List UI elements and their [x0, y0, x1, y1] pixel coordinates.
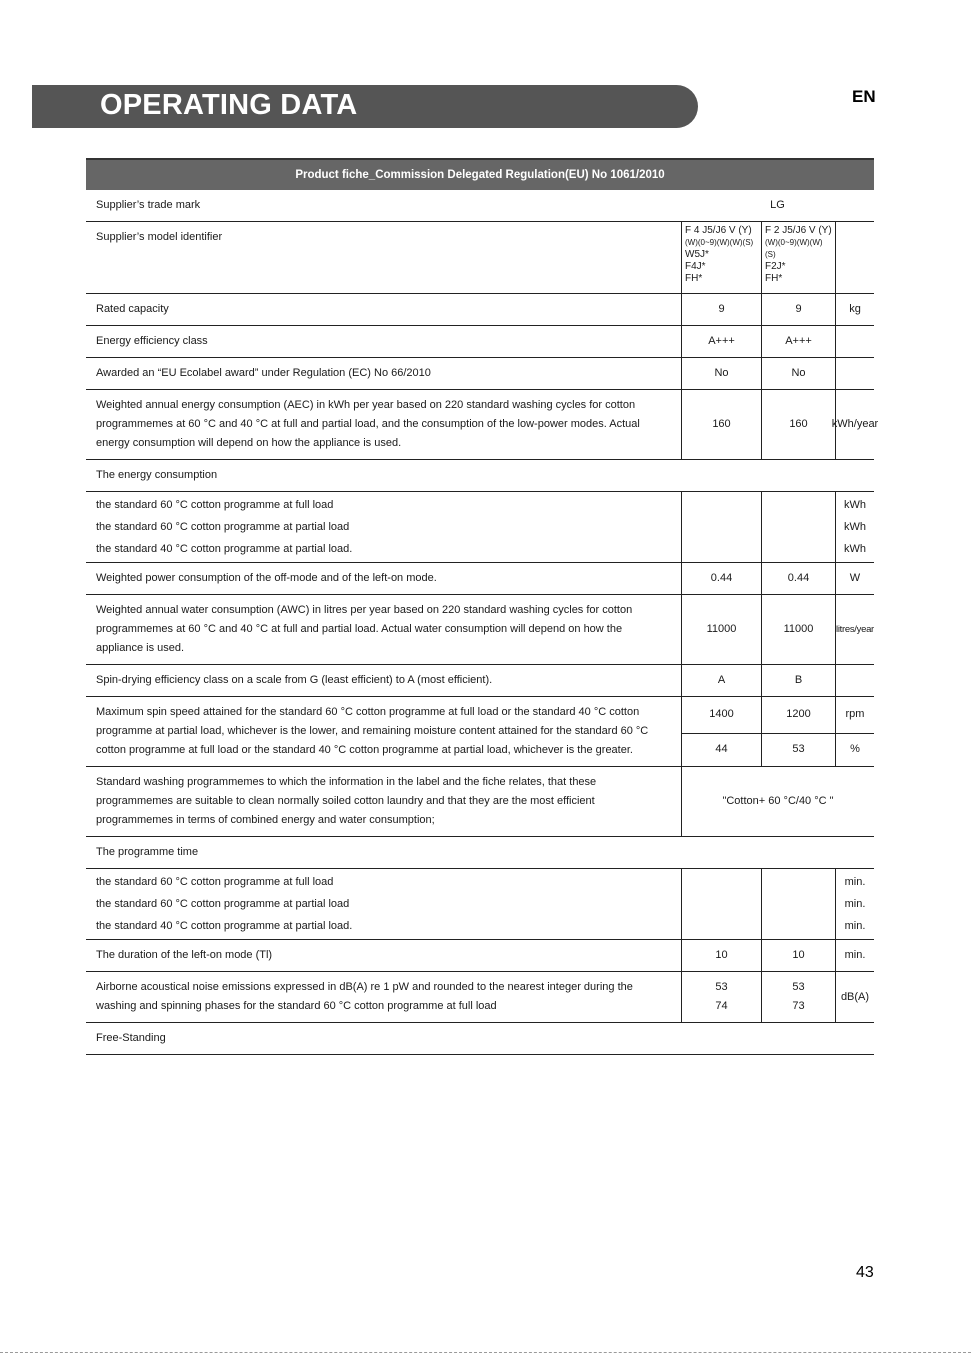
energy-class-v2: A+++ — [761, 326, 835, 357]
row-energy-consumption-items — [86, 492, 874, 563]
moisture-unit: % — [836, 733, 874, 765]
row-trade-mark — [86, 190, 874, 222]
aec-v2: 160 — [761, 390, 835, 459]
time-item-unit: min. — [844, 920, 866, 932]
row-energy-class — [86, 326, 874, 358]
ecolabel-v1: No — [681, 358, 761, 389]
model-id-col2: F 2 J5/J6 V (Y) (W)(0~9)(W)(W)(S) F2J* FH* — [761, 222, 835, 293]
time-item-label: the standard 40 °C cotton programme at partial load. — [96, 920, 353, 932]
energy-item-label: the standard 60 °C cotton programme at partial load — [96, 521, 350, 533]
row-model-identifier — [86, 222, 874, 294]
left-on-v2: 10 — [761, 940, 835, 971]
row-power-off-mode — [86, 563, 874, 595]
spin-speed-units-stack — [835, 697, 874, 766]
noise-label: Airborne acoustical noise emissions expressed in dB(A) re 1 pW and rounded to the nearest integer during the washing and spinning phases for the standard 60 °C cotton programme at full load — [96, 981, 633, 1012]
energy-consumption-heading: The energy consumption — [96, 469, 218, 481]
trade-mark-value: LG — [770, 199, 785, 211]
rated-capacity-label: Rated capacity — [96, 303, 169, 315]
power-off-unit: W — [835, 563, 874, 594]
aec-unit: kWh/year — [835, 390, 874, 459]
page-number: 43 — [856, 1264, 874, 1281]
noise-wash-v2: 53 — [792, 981, 805, 993]
noise-unit: dB(A) — [835, 972, 874, 1022]
awc-unit: litres/year — [835, 595, 874, 664]
row-left-on-mode — [86, 940, 874, 972]
left-on-v1: 10 — [681, 940, 761, 971]
energy-class-v1: A+++ — [681, 326, 761, 357]
awc-v2: 11000 — [761, 595, 835, 664]
row-awc — [86, 595, 874, 665]
left-on-label: The duration of the left-on mode (Tl) — [96, 949, 273, 961]
energy-item-label: the standard 40 °C cotton programme at partial load. — [96, 543, 353, 555]
row-ecolabel — [86, 358, 874, 390]
row-spin-class — [86, 665, 874, 697]
spin-speed-v1-stack — [681, 697, 761, 766]
power-off-label: Weighted power consumption of the off-mode and of the left-on mode. — [96, 572, 437, 584]
time-item-label: the standard 60 °C cotton programme at partial load — [96, 898, 350, 910]
ecolabel-unit — [835, 358, 874, 389]
row-free-standing — [86, 1023, 874, 1055]
time-items-v2 — [761, 869, 835, 939]
spin-class-unit — [835, 665, 874, 696]
rated-capacity-v1: 9 — [681, 294, 761, 325]
rated-capacity-v2: 9 — [761, 294, 835, 325]
left-on-unit: min. — [835, 940, 874, 971]
awc-v1: 11000 — [681, 595, 761, 664]
standard-programmes-label: Standard washing programmemes to which the information in the label and the fiche relates, that these programmemes are suitable to clean normally soiled cotton laundry and that they are the most efficient programmemes in terms of combined energy and water consumption; — [96, 776, 597, 826]
noise-spin-v1: 74 — [715, 1000, 728, 1012]
row-aec — [86, 390, 879, 460]
spin-speed-v2: 1200 — [786, 707, 811, 720]
ecolabel-label: Awarded an “EU Ecolabel award” under Regulation (EC) No 66/2010 — [96, 367, 431, 379]
time-item-label: the standard 60 °C cotton programme at full load — [96, 876, 334, 888]
spin-class-v1: A — [681, 665, 761, 696]
noise-wash-v1: 53 — [715, 981, 728, 993]
energy-items-units — [835, 492, 874, 562]
page-title: OPERATING DATA — [100, 89, 358, 121]
energy-class-unit — [835, 326, 874, 357]
trade-mark-label: Supplier’s trade mark — [96, 199, 201, 211]
power-off-v1: 0.44 — [681, 563, 761, 594]
spin-speed-unit: rpm — [845, 707, 865, 720]
product-fiche-table — [86, 158, 879, 1055]
section-banner — [32, 85, 698, 128]
programme-time-heading: The programme time — [96, 846, 199, 858]
aec-v1: 160 — [681, 390, 761, 459]
time-items-v1 — [681, 869, 761, 939]
energy-items-v1 — [681, 492, 761, 562]
spin-class-v2: B — [761, 665, 835, 696]
spin-speed-v1: 1400 — [709, 707, 734, 720]
power-off-v2: 0.44 — [761, 563, 835, 594]
spin-speed-v2-stack — [761, 697, 835, 766]
model-id-col1: F 4 J5/J6 V (Y) (W)(0~9)(W)(W)(S) W5J* F4J* FH* — [681, 222, 761, 293]
language-code: EN — [852, 87, 876, 106]
row-energy-consumption-heading — [86, 460, 874, 492]
moisture-v2: 53 — [762, 733, 835, 765]
energy-item-label: the standard 60 °C cotton programme at full load — [96, 499, 334, 511]
row-spin-speed-moisture — [86, 697, 874, 767]
energy-item-unit: kWh — [844, 543, 866, 555]
awc-label: Weighted annual water consumption (AWC) in litres per year based on 220 standard washing cycles for cotton programmemes at 60 °C and 40 °C at full and partial load. Actual water consumption will depend on how the appliance is used. — [96, 604, 633, 654]
row-programme-time-items — [86, 869, 874, 940]
moisture-v1: 44 — [682, 733, 761, 765]
energy-item-unit: kWh — [844, 521, 866, 533]
row-standard-programmes — [86, 767, 874, 837]
noise-v2 — [761, 972, 835, 1022]
ecolabel-v2: No — [761, 358, 835, 389]
row-noise — [86, 972, 874, 1023]
noise-spin-v2: 73 — [792, 1000, 805, 1012]
noise-v1 — [681, 972, 761, 1022]
bottom-dashed-rule — [0, 1352, 971, 1353]
energy-class-label: Energy efficiency class — [96, 335, 208, 347]
time-item-unit: min. — [844, 898, 866, 910]
fiche-title: Product fiche_Commission Delegated Regulation(EU) No 1061/2010 — [86, 158, 874, 190]
spin-speed-label: Maximum spin speed attained for the standard 60 °C cotton programme at full load or the standard 40 °C cotton programme at partial load, whichever is the lower, and remaining moisture content attained for the standard 60 °C cotton programme at full load or the standard 40 °C cotton programme at partial load, whichever is the greater. — [96, 706, 649, 756]
row-rated-capacity — [86, 294, 874, 326]
rated-capacity-unit: kg — [835, 294, 874, 325]
time-item-unit: min. — [844, 876, 866, 888]
spin-class-label: Spin-drying efficiency class on a scale from G (least efficient) to A (most efficient). — [96, 674, 493, 686]
energy-item-unit: kWh — [844, 499, 866, 511]
free-standing-label: Free-Standing — [96, 1032, 166, 1044]
time-items-units — [835, 869, 874, 939]
row-programme-time-heading — [86, 837, 874, 869]
model-identifier-label: Supplier’s model identifier — [96, 231, 223, 243]
aec-label: Weighted annual energy consumption (AEC) in kWh per year based on 220 standard washing cycles for cotton programmemes at 60 °C and 40 °C at full and partial load, and the consumption of the low-power modes. Actual energy consumption will depend on how the appliance is used. — [96, 399, 640, 449]
standard-programmes-value: "Cotton+ 60 °C/40 °C " — [681, 767, 874, 836]
model-id-unit — [835, 222, 874, 293]
energy-items-v2 — [761, 492, 835, 562]
